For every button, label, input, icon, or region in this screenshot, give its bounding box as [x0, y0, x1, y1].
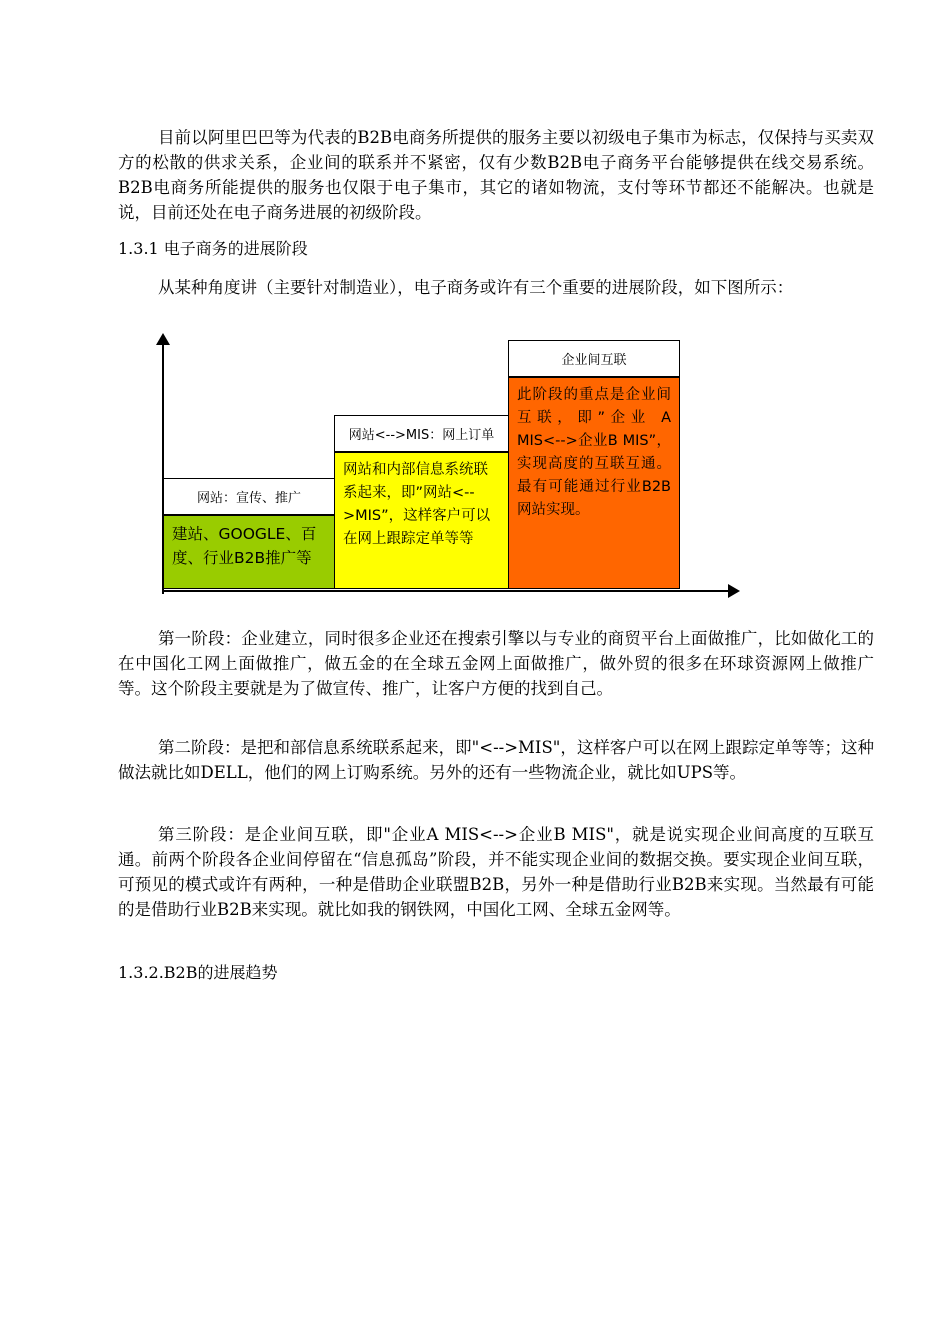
- stage-2-label: 网站<-->MIS：网上订单: [334, 415, 509, 452]
- section-heading-1-3-1: 1.3.1 电子商务的进展阶段: [118, 239, 308, 258]
- stage-3-paragraph: 第三阶段：是企业间互联，即"企业A MIS<-->企业B MIS"，就是说实现企业间高度的互联互通。前两个阶段各企业间停留在“信息孤岛”阶段，并不能实现企业间的数据交换。要实现企业间互联，可预见的模式或许有两种，一种是借助企业联盟B2B，另外一种是借助行业B2B来实现。当然最有可能的是借助行业B2B来实现。就比如我的钢铁网，中国化工网、全球五金网等。: [118, 825, 874, 919]
- stage-1-label: 网站：宣传、推广: [163, 478, 335, 515]
- stage-2-body: 网站和内部信息系统联系起来，即”网站<-->MIS”，这样客户可以在网上跟踪定单等等: [334, 452, 509, 589]
- stage-2-paragraph: 第二阶段：是把和部信息系统联系起来，即"<-->MIS"，这样客户可以在网上跟踪定单等等；这种做法就比如DELL，他们的网上订购系统。另外的还有一些物流企业，就比如UPS等。: [118, 738, 874, 782]
- intro-paragraph: 目前以阿里巴巴等为代表的B2B电商务所提供的服务主要以初级电子集市为标志，仅保持与买卖双方的松散的供求关系，企业间的联系并不紧密，仅有少数B2B电子商务平台能够提供在线交易系统。B2B电商务所能提供的服务也仅限于电子集市，其它的诸如物流，支付等环节都还不能解决。也就是说，目前还处在电子商务进展的初级阶段。: [118, 128, 874, 222]
- section-heading-1-3-2: 1.3.2.B2B的进展趋势: [118, 963, 278, 982]
- x-axis-arrow-icon: [728, 584, 740, 598]
- stage-1-body: 建站、GOOGLE、百度、行业B2B推广等: [163, 515, 335, 589]
- stages-diagram: [145, 333, 745, 603]
- y-axis-arrow-icon: [156, 333, 170, 345]
- x-axis: [162, 590, 735, 592]
- stage-3-body: 此阶段的重点是企业间互联，即”企业 A MIS<-->企业B MIS”，实现高度的互联互通。最有可能通过行业B2B网站实现。: [508, 377, 680, 589]
- stage-1-paragraph: 第一阶段：企业建立，同时很多企业还在搜索引擎以与专业的商贸平台上面做推广，比如做化工的在中国化工网上面做推广，做五金的在全球五金网上面做推广，做外贸的很多在环球资源网上做推广等。这个阶段主要就是为了做宣传、推广，让客户方便的找到自己。: [118, 629, 874, 698]
- stage-3-label: 企业间互联: [508, 340, 680, 377]
- stages-intro-paragraph: 从某种角度讲（主要针对制造业），电子商务或许有三个重要的进展阶段，如下图所示：: [158, 278, 794, 297]
